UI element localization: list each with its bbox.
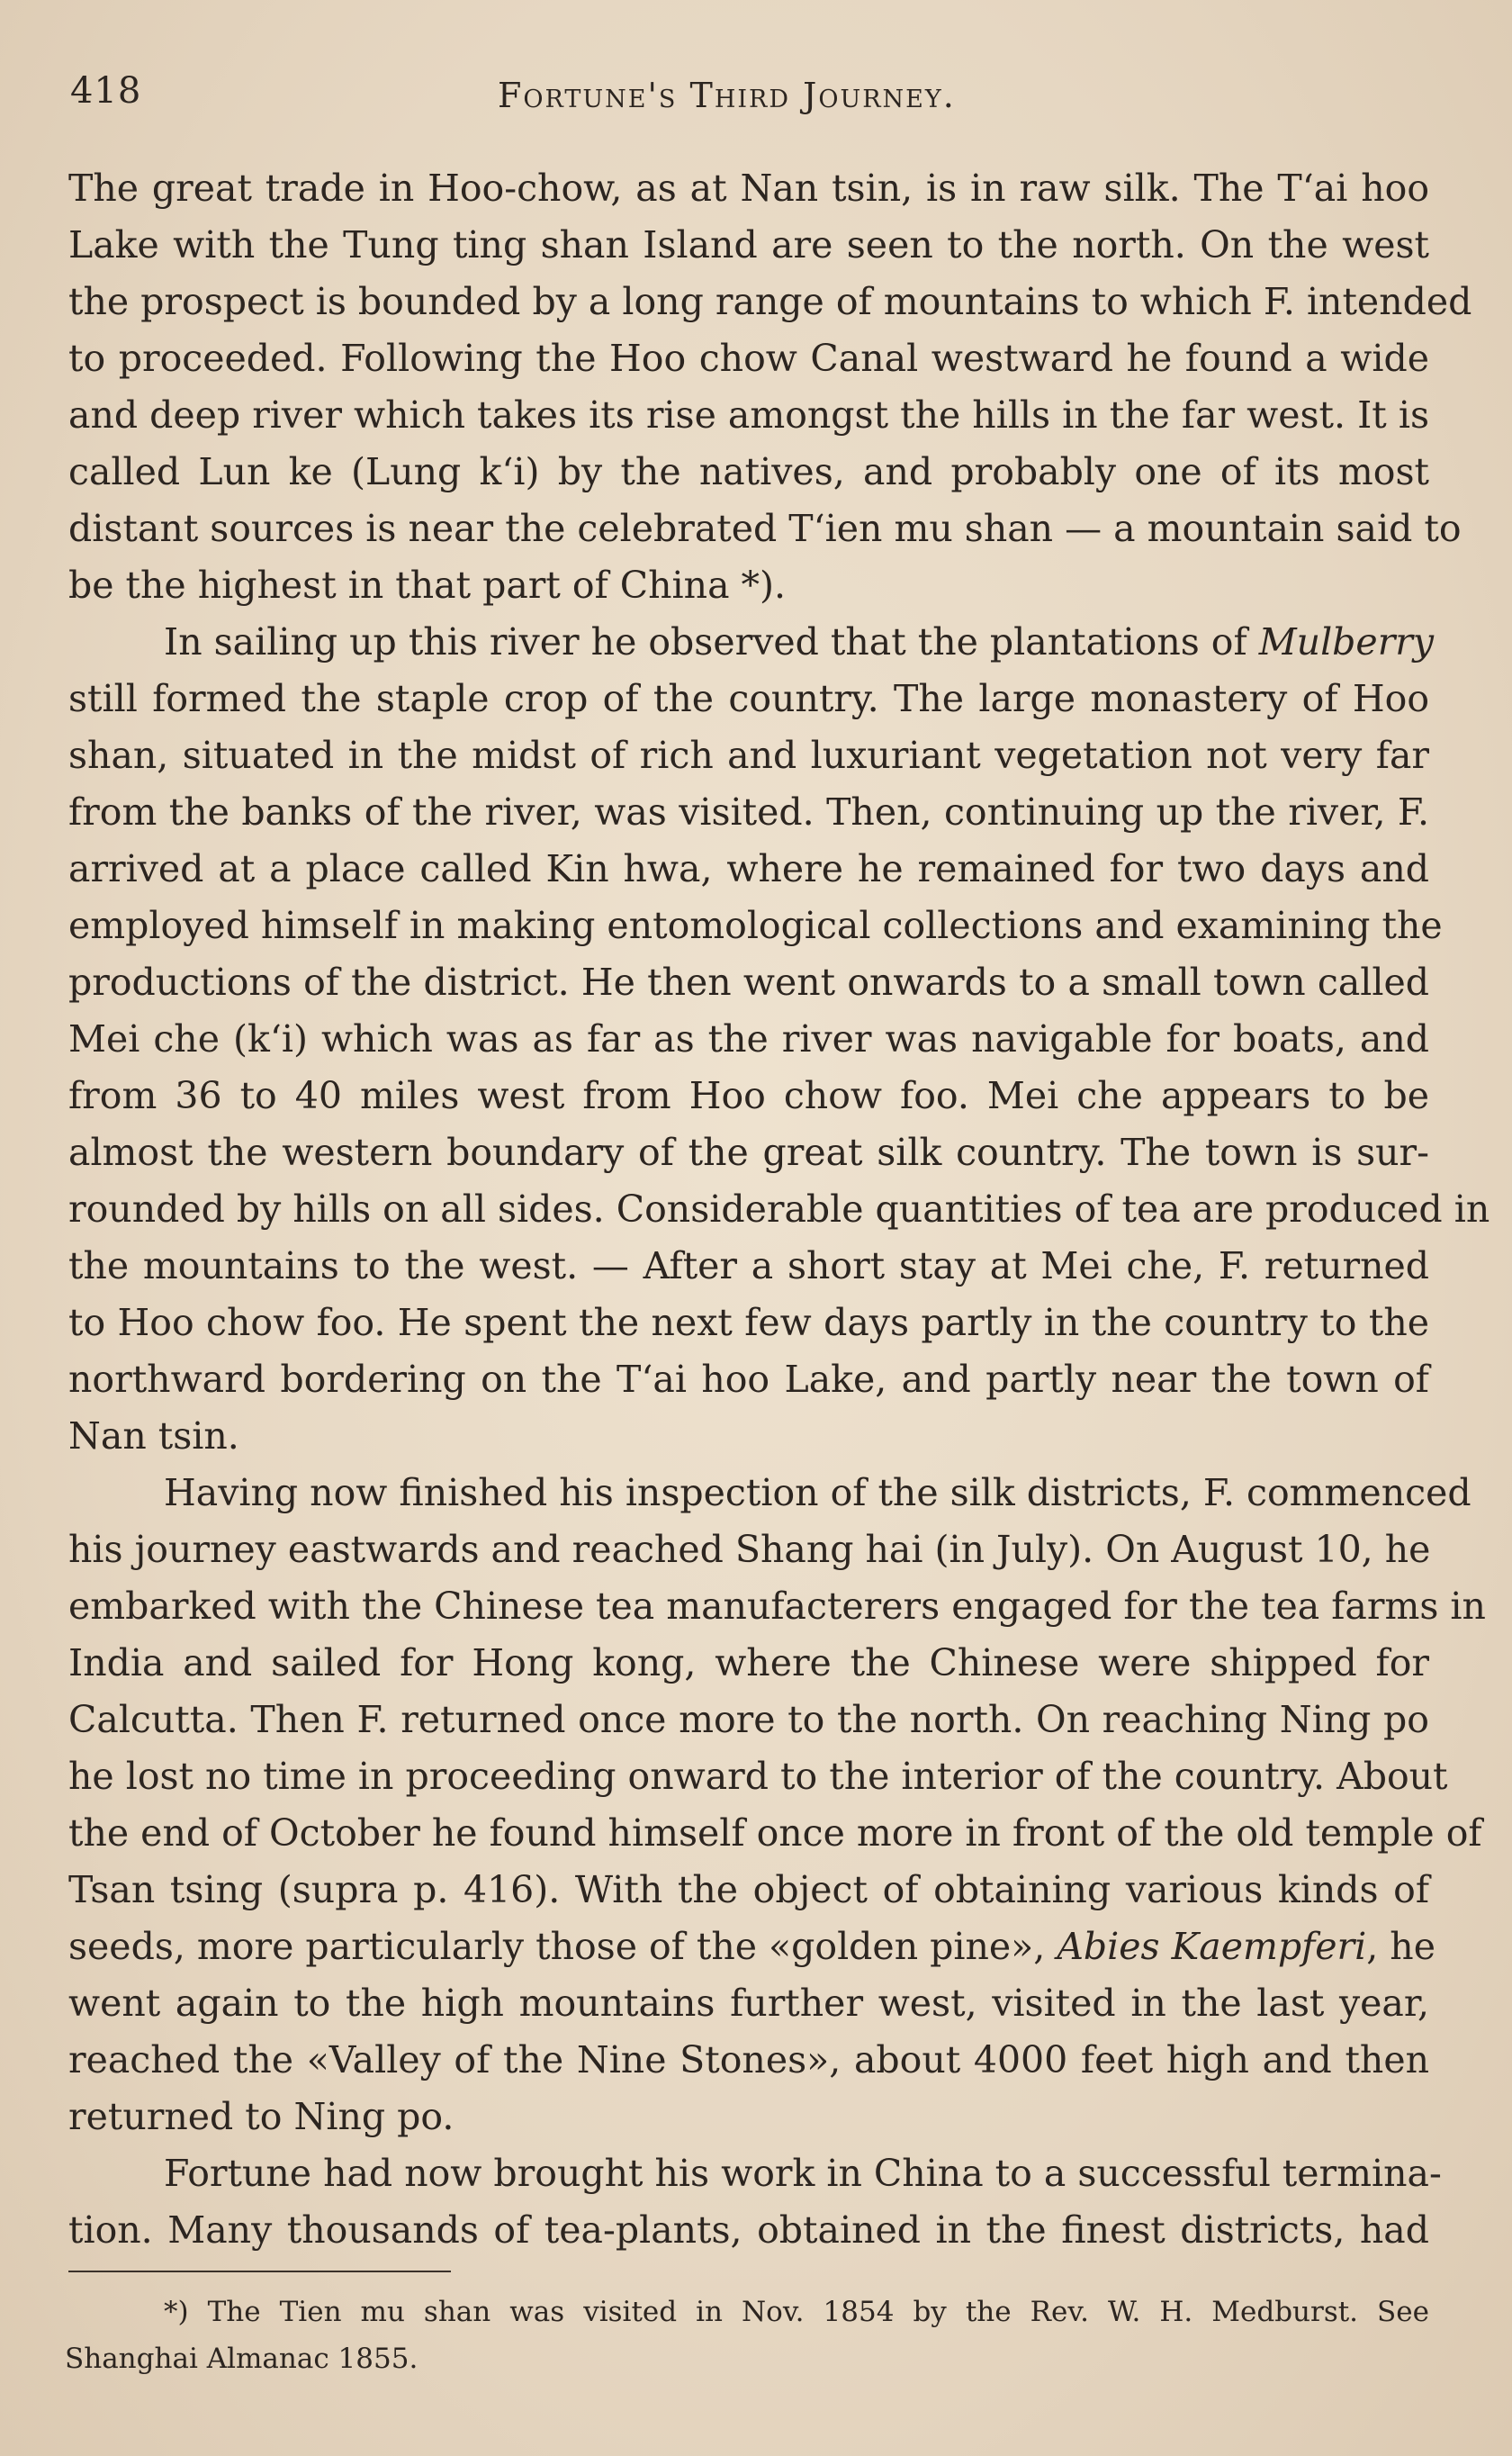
paragraph-4 [68,2145,1442,2259]
text-run: seeds, more particularly those of the «golden pine», [68,1925,1058,1968]
footnote-rule [68,2271,451,2272]
page-header [70,70,1429,124]
text-line: Having now finished his inspection of the silk districts, F. commenced [164,1471,1472,1514]
text-line: reached the «Valley of the Nine Stones», about 4000 feet high and then [68,2038,1429,2081]
text-line: Fortune had now brought his work in China to a successful termina- [164,2152,1442,2195]
text-line: still formed the staple crop of the country. The large monastery of Hoo [68,677,1429,720]
footnote [65,2289,1429,2382]
text-line: Lake with the Tung ting shan Island are seen to the north. On the west [68,223,1429,266]
text-line: Tsan tsing (supra p. 416). With the object of obtaining various kinds of [68,1868,1429,1911]
footnote-line: *) The Tien mu shan was visited in Nov. 1854 by the Rev. W. H. Medburst. See [164,2296,1429,2328]
text-line: from the banks of the river, was visited. Then, continuing up the river, F. [68,790,1429,834]
paragraph-1 [68,160,1472,614]
footnote-line: Shanghai Almanac 1855. [65,2343,418,2375]
text-line: his journey eastwards and reached Shang hai (in July). On August 10, he [68,1528,1431,1571]
italic-term: Abies Kaempferi [1057,1925,1367,1968]
text-line: to proceeded. Following the Hoo chow Canal westward he found a wide [68,337,1429,380]
text-line: he lost no time in proceeding onward to the interior of the country. About [68,1755,1448,1798]
text-line: went again to the high mountains further west, visited in the last year, [68,1982,1429,2025]
text-line: be the highest in that part of China *). [68,564,787,607]
text-line: Nan tsin. [68,1414,239,1458]
text-run: In sailing up this river he observed that the plantations of [164,620,1259,664]
text-line: distant sources is near the celebrated Tʻien mu shan — a mountain said to [68,507,1462,550]
text-line: to Hoo chow foo. He spent the next few days partly in the country to the [68,1301,1429,1344]
text-line: productions of the district. He then went onwards to a small town called [68,961,1429,1004]
text-line: called Lun ke (Lung kʻi) by the natives, and probably one of its most [68,450,1429,493]
page-number: 418 [70,70,142,112]
text-line: employed himself in making entomological collections and examining the [68,904,1443,947]
text-line: India and sailed for Hong kong, where the Chinese were shipped for [68,1641,1429,1684]
italic-term: Mulberry [1258,620,1435,664]
running-head: Fortune's Third Journey. [498,76,956,115]
text-line: tion. Many thousands of tea-plants, obtained in the finest districts, had [68,2208,1429,2252]
text-line-with-italic [68,1919,1436,1975]
text-line: shan, situated in the midst of rich and luxuriant vegetation not very far [68,734,1429,777]
text-line: the end of October he found himself once more in front of the old temple of [68,1811,1482,1855]
paragraph-3 [68,1465,1486,2145]
text-line: embarked with the Chinese tea manufacterers engaged for the tea farms in [68,1585,1486,1628]
text-line: the prospect is bounded by a long range of mountains to which F. intended [68,280,1472,323]
text-run: , he [1366,1925,1436,1968]
text-line: The great trade in Hoo-chow, as at Nan tsin, is in raw silk. The Tʻai hoo [68,167,1429,210]
text-line: northward bordering on the Tʻai hoo Lake, and partly near the town of [68,1358,1429,1401]
text-line: from 36 to 40 miles west from Hoo chow foo. Mei che appears to be [68,1074,1429,1117]
text-line: and deep river which takes its rise amongst the hills in the far west. It is [68,393,1429,437]
text-line: Mei che (kʻi) which was as far as the river was navigable for boats, and [68,1017,1429,1061]
text-line: almost the western boundary of the great silk country. The town is sur- [68,1131,1429,1174]
text-line-with-italic [68,614,1435,671]
text-line: Calcutta. Then F. returned once more to the north. On reaching Ning po [68,1698,1429,1741]
body-text [68,160,1490,2259]
text-line: returned to Ning po. [68,2095,454,2138]
text-line: arrived at a place called Kin hwa, where he remained for two days and [68,847,1429,890]
text-line: rounded by hills on all sides. Considerable quantities of tea are produced in [68,1187,1490,1231]
paragraph-2 [68,614,1490,1465]
text-line: the mountains to the west. — After a short stay at Mei che, F. returned [68,1244,1429,1287]
